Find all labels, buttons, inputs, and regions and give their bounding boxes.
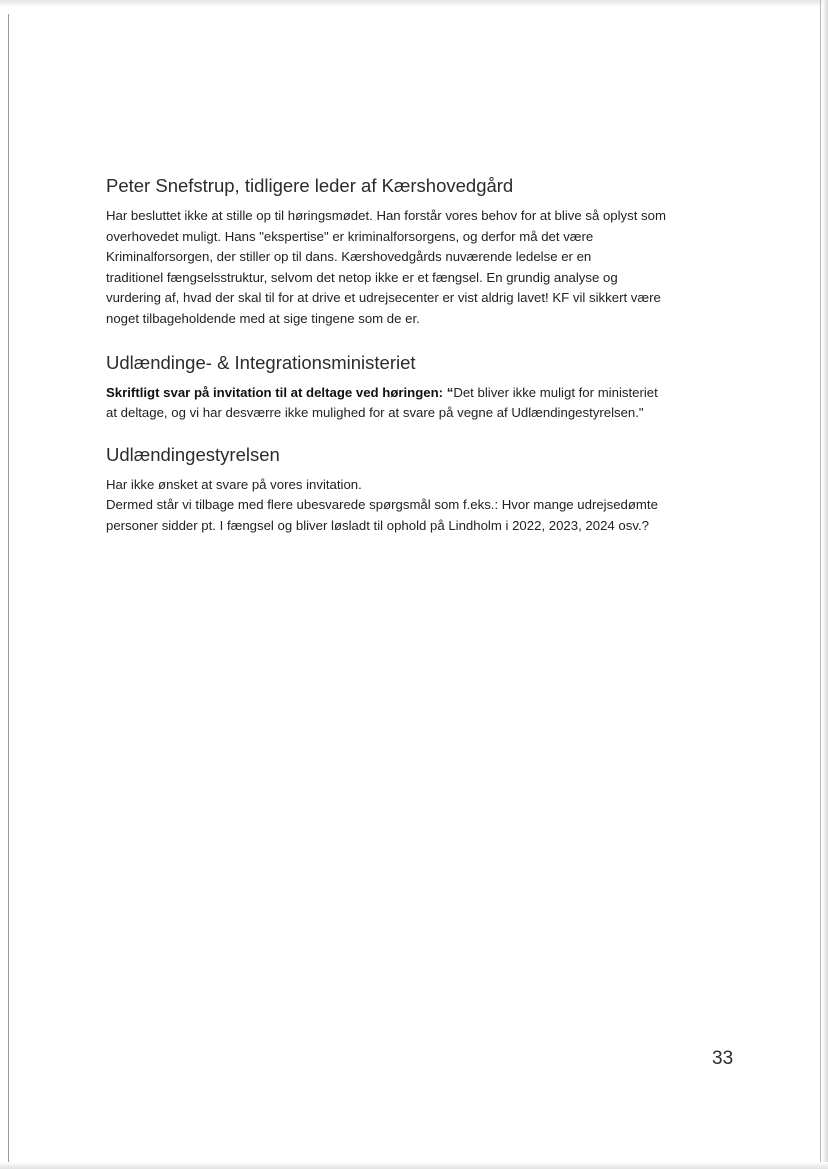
page-content — [106, 174, 746, 537]
quote-text: Det bliver ikke muligt for ministeriet — [453, 384, 658, 400]
body-line: Dermed står vi tilbage med flere ubesvarede spørgsmål som f.eks.: Hvor mange udrejsedømte — [106, 497, 658, 513]
scan-edge-right-line — [820, 0, 821, 1169]
body-line: Har besluttet ikke at stille op til høringsmødet. Han forstår vores behov for at blive så oplyst som — [106, 208, 666, 223]
bold-lead-text: Skriftligt svar på invitation til at deltage ved høringen: “ — [106, 384, 454, 400]
scan-edge-right — [822, 0, 828, 1169]
body-line: Kriminalforsorgen, der stiller op til dans. Kærshovedgårds nuværende ledelse er en — [106, 249, 592, 265]
section-body — [106, 383, 746, 424]
section-heading: Peter Snefstrup, tidligere leder af Kærshovedgård — [106, 175, 514, 196]
body-line — [106, 383, 746, 404]
scan-edge-bottom — [0, 1162, 828, 1169]
section-peter-snefstrup — [106, 174, 746, 330]
body-line: vurdering af, hvad der skal til for at drive et udrejsecenter er vist aldrig lavet! KF vil sikkert være — [106, 290, 661, 306]
body-line: traditionel fængselsstruktur, selvom det netop ikke er et fængsel. En grundig analyse og — [106, 269, 618, 285]
body-line: Har ikke ønsket at svare på vores invitation. — [106, 476, 362, 492]
section-ministry — [106, 351, 746, 424]
body-line: noget tilbageholdende med at sige tingene som de er. — [106, 310, 420, 326]
body-line: at deltage, og vi har desværre ikke mulighed for at svare på vegne af Udlændingestyrelsen." — [106, 405, 644, 421]
section-heading: Udlændinge- & Integrationsministeriet — [106, 351, 416, 373]
section-heading: Udlændingestyrelsen — [106, 443, 280, 465]
section-udlaendingestyrelsen — [106, 443, 746, 537]
section-body — [106, 206, 746, 330]
body-line: overhovedet muligt. Hans "ekspertise" er kriminalforsorgens, og derfor må det være — [106, 228, 594, 244]
scan-edge-top — [0, 0, 828, 7]
section-body — [106, 475, 746, 537]
body-line: personer sidder pt. I fængsel og bliver løsladt til ophold på Lindholm i 2022, 2023, 2024 osv.? — [106, 517, 649, 533]
page-number: 33 — [712, 1048, 734, 1069]
scan-edge-left — [8, 14, 9, 1164]
